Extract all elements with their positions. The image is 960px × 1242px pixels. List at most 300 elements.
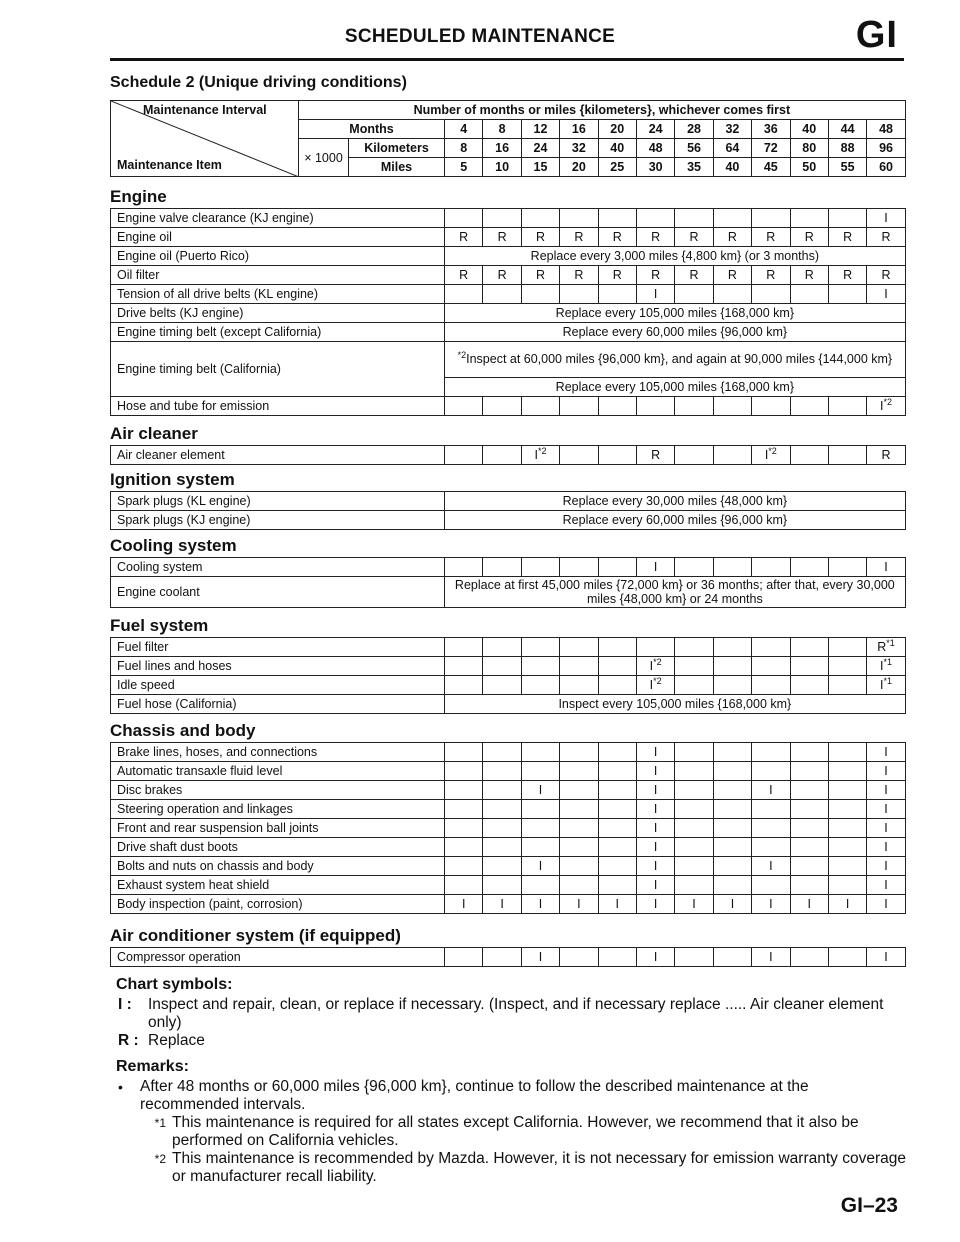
interval-cell xyxy=(752,743,790,762)
interval-cell: I xyxy=(636,838,674,857)
interval-cell xyxy=(445,397,483,416)
interval-cell: R xyxy=(560,266,598,285)
interval-cell xyxy=(483,397,521,416)
interval-cell: I xyxy=(828,895,866,914)
section-title: Air cleaner xyxy=(110,424,198,443)
interval-cell xyxy=(713,743,751,762)
table-row xyxy=(111,838,906,857)
interval-cell xyxy=(790,209,828,228)
interval-cell xyxy=(752,876,790,895)
interval-cell xyxy=(828,638,866,657)
interval-cell: I xyxy=(867,558,905,577)
interval-cell xyxy=(598,638,636,657)
kilometers-cell: 24 xyxy=(521,139,559,158)
interval-cell: R xyxy=(828,266,866,285)
interval-cell xyxy=(713,781,751,800)
interval-cell: I xyxy=(867,743,905,762)
interval-cell: R xyxy=(790,228,828,247)
interval-cell: I xyxy=(636,743,674,762)
section-1 xyxy=(110,423,905,465)
interval-cell xyxy=(790,781,828,800)
interval-cell xyxy=(483,558,521,577)
interval-cell xyxy=(790,838,828,857)
maintenance-item: Drive belts (KJ engine) xyxy=(111,304,445,323)
interval-cell xyxy=(790,743,828,762)
interval-cell: $I^{*2}$ xyxy=(636,657,674,676)
interval-cell: I xyxy=(867,762,905,781)
months-cell: 12 xyxy=(521,120,559,139)
interval-cell xyxy=(828,838,866,857)
interval-cell xyxy=(445,948,483,967)
maintenance-item: Body inspection (paint, corrosion) xyxy=(111,895,445,914)
interval-cell xyxy=(713,657,751,676)
miles-cell: 45 xyxy=(752,158,790,177)
interval-cell xyxy=(598,285,636,304)
maintenance-item: Idle speed xyxy=(111,676,445,695)
interval-cell xyxy=(483,781,521,800)
interval-cell xyxy=(483,676,521,695)
interval-cell xyxy=(483,838,521,857)
merged-interval-text: Replace every 105,000 miles {168,000 km} xyxy=(445,377,906,396)
table-row xyxy=(111,781,906,800)
months-cell: 44 xyxy=(828,120,866,139)
remarks xyxy=(116,1058,906,1186)
interval-cell xyxy=(521,819,559,838)
interval-cell: I xyxy=(867,857,905,876)
kilometers-cell: 72 xyxy=(752,139,790,158)
table-row xyxy=(111,819,906,838)
interval-cell: $I^{*1}$ xyxy=(867,657,905,676)
miles-label: Miles xyxy=(349,158,445,177)
interval-cell: I xyxy=(598,895,636,914)
kilometers-cell: 64 xyxy=(713,139,751,158)
interval-cell xyxy=(752,397,790,416)
interval-cell xyxy=(445,781,483,800)
interval-cell xyxy=(713,800,751,819)
interval-cell: I xyxy=(867,948,905,967)
interval-cell: R xyxy=(867,446,905,465)
chart-symbols xyxy=(116,976,906,1050)
interval-cell xyxy=(713,948,751,967)
interval-cell xyxy=(521,876,559,895)
interval-cell: R xyxy=(752,266,790,285)
table-row xyxy=(111,492,906,511)
interval-cell xyxy=(752,819,790,838)
interval-cell xyxy=(752,838,790,857)
table-row xyxy=(111,397,906,416)
interval-cell: I xyxy=(445,895,483,914)
interval-cell: R xyxy=(636,228,674,247)
interval-cell xyxy=(828,446,866,465)
merged-interval-text: $^{*2}$Inspect at 60,000 miles {96,000 km}, and again at 90,000 miles {144,000 km} xyxy=(445,342,906,378)
section-3 xyxy=(110,535,905,608)
interval-cell: I xyxy=(521,781,559,800)
interval-cell xyxy=(483,876,521,895)
interval-cell xyxy=(598,876,636,895)
interval-cell xyxy=(675,876,713,895)
note-mark-2: *2 xyxy=(154,1152,166,1166)
interval-cell xyxy=(598,838,636,857)
interval-cell xyxy=(560,743,598,762)
interval-cell xyxy=(675,762,713,781)
interval-cell xyxy=(752,800,790,819)
interval-cell: R xyxy=(598,266,636,285)
interval-cell xyxy=(713,676,751,695)
interval-cell xyxy=(636,397,674,416)
table-row xyxy=(111,247,906,266)
table-row xyxy=(111,857,906,876)
interval-cell xyxy=(483,762,521,781)
maintenance-item-label: Maintenance Item xyxy=(117,158,222,172)
symbol-r-text: Replace xyxy=(148,1032,205,1049)
maintenance-item: Fuel hose (California) xyxy=(111,695,445,714)
maintenance-item: Automatic transaxle fluid level xyxy=(111,762,445,781)
interval-cell: R xyxy=(713,228,751,247)
interval-cell xyxy=(675,857,713,876)
interval-cell xyxy=(445,285,483,304)
note-text-2: This maintenance is recommended by Mazda. However, it is not necessary for emission warranty coverage or manufacturer recall liability. xyxy=(172,1150,906,1185)
interval-cell xyxy=(560,762,598,781)
interval-cell xyxy=(445,876,483,895)
maintenance-item: Front and rear suspension ball joints xyxy=(111,819,445,838)
interval-cell: R xyxy=(521,228,559,247)
maintenance-item: Hose and tube for emission xyxy=(111,397,445,416)
interval-cell xyxy=(828,762,866,781)
interval-cell xyxy=(445,743,483,762)
kilometers-cell: 96 xyxy=(867,139,905,158)
table-row xyxy=(111,895,906,914)
symbol-i-text: Inspect and repair, clean, or replace if necessary. (Inspect, and if necessary replace ..... Air cleaner element only) xyxy=(148,996,884,1031)
interval-cell: I xyxy=(521,857,559,876)
kilometers-cell: 80 xyxy=(790,139,828,158)
interval-cell: R xyxy=(828,228,866,247)
interval-cell xyxy=(560,800,598,819)
kilometers-cell: 16 xyxy=(483,139,521,158)
interval-cell xyxy=(713,397,751,416)
symbol-entry-i xyxy=(118,996,906,1032)
section-title: Engine xyxy=(110,187,167,206)
interval-cell xyxy=(636,209,674,228)
note-text-1: This maintenance is required for all states except California. However, we recommend that it also be performed on California vehicles. xyxy=(172,1114,859,1149)
interval-cell xyxy=(713,446,751,465)
section-title: Fuel system xyxy=(110,616,209,635)
interval-cell: R xyxy=(483,228,521,247)
interval-cell: I xyxy=(867,895,905,914)
table-row xyxy=(111,266,906,285)
interval-cell xyxy=(675,638,713,657)
interval-cell xyxy=(598,948,636,967)
interval-cell xyxy=(790,397,828,416)
months-cell: 20 xyxy=(598,120,636,139)
merged-interval-text: Inspect every 105,000 miles {168,000 km} xyxy=(445,695,906,714)
interval-cell xyxy=(828,285,866,304)
interval-cell: R xyxy=(790,266,828,285)
bullet-icon: • xyxy=(118,1079,123,1095)
merged-interval-text: Replace every 60,000 miles {96,000 km} xyxy=(445,323,906,342)
interval-cell: I xyxy=(752,781,790,800)
interval-cell: R xyxy=(598,228,636,247)
interval-cell xyxy=(445,762,483,781)
table-row xyxy=(111,762,906,781)
section-title: Cooling system xyxy=(110,536,237,555)
interval-cell: R xyxy=(483,266,521,285)
interval-cell xyxy=(483,657,521,676)
interval-cell: I xyxy=(867,209,905,228)
interval-cell xyxy=(828,800,866,819)
section-5 xyxy=(110,720,905,914)
interval-cell xyxy=(560,446,598,465)
interval-cell: R xyxy=(636,266,674,285)
kilometers-cell: 32 xyxy=(560,139,598,158)
miles-cell: 50 xyxy=(790,158,828,177)
interval-cell: I xyxy=(636,800,674,819)
section-title: Air conditioner system (if equipped) xyxy=(110,926,401,945)
maintenance-item: Engine coolant xyxy=(111,577,445,608)
interval-cell: I xyxy=(483,895,521,914)
interval-cell: R xyxy=(752,228,790,247)
interval-cell xyxy=(790,657,828,676)
miles-cell: 20 xyxy=(560,158,598,177)
miles-cell: 55 xyxy=(828,158,866,177)
interval-cell: R xyxy=(445,228,483,247)
table-row xyxy=(111,558,906,577)
miles-cell: 5 xyxy=(445,158,483,177)
interval-cell: $I^{*1}$ xyxy=(867,676,905,695)
interval-cell: I xyxy=(790,895,828,914)
maintenance-item: Engine timing belt (California) xyxy=(111,342,445,397)
kilometers-cell: 88 xyxy=(828,139,866,158)
interval-span-label: Number of months or miles {kilometers}, whichever comes first xyxy=(299,101,906,120)
interval-cell: I xyxy=(867,876,905,895)
interval-cell xyxy=(675,209,713,228)
interval-cell: $I^{*2}$ xyxy=(521,446,559,465)
interval-cell xyxy=(560,558,598,577)
maintenance-item: Spark plugs (KL engine) xyxy=(111,492,445,511)
merged-interval-text: Replace every 60,000 miles {96,000 km} xyxy=(445,511,906,530)
interval-cell xyxy=(521,209,559,228)
interval-cell xyxy=(521,657,559,676)
interval-cell xyxy=(675,657,713,676)
kilometers-cell: 8 xyxy=(445,139,483,158)
interval-cell xyxy=(483,800,521,819)
interval-cell xyxy=(713,819,751,838)
interval-cell: R xyxy=(675,228,713,247)
interval-cell xyxy=(521,676,559,695)
interval-cell: I xyxy=(867,285,905,304)
interval-cell: I xyxy=(867,800,905,819)
table-row xyxy=(111,209,906,228)
maintenance-item: Cooling system xyxy=(111,558,445,577)
interval-cell xyxy=(675,781,713,800)
interval-cell xyxy=(521,638,559,657)
interval-cell xyxy=(598,800,636,819)
section-0 xyxy=(110,186,905,416)
interval-cell: I xyxy=(560,895,598,914)
interval-cell xyxy=(598,819,636,838)
interval-cell xyxy=(675,838,713,857)
remarks-title: Remarks: xyxy=(116,1058,189,1075)
interval-cell: I xyxy=(752,948,790,967)
interval-cell xyxy=(675,285,713,304)
interval-cell xyxy=(560,397,598,416)
remark-main-text: After 48 months or 60,000 miles {96,000 km}, continue to follow the described maintenance at the recommended intervals. xyxy=(140,1078,809,1113)
interval-cell xyxy=(828,819,866,838)
interval-cell xyxy=(752,209,790,228)
kilometers-label: Kilometers xyxy=(349,139,445,158)
interval-cell xyxy=(445,209,483,228)
interval-cell xyxy=(560,819,598,838)
interval-cell xyxy=(483,446,521,465)
interval-cell xyxy=(790,876,828,895)
interval-cell xyxy=(483,209,521,228)
header-divider xyxy=(110,58,904,61)
table-row xyxy=(111,695,906,714)
table-row xyxy=(111,743,906,762)
interval-cell xyxy=(483,948,521,967)
interval-cell xyxy=(483,819,521,838)
months-cell: 8 xyxy=(483,120,521,139)
chart-symbols-title: Chart symbols: xyxy=(116,976,233,993)
interval-cell: I xyxy=(521,895,559,914)
interval-cell xyxy=(828,857,866,876)
symbol-entry-r xyxy=(118,1032,906,1050)
interval-cell xyxy=(828,876,866,895)
interval-cell xyxy=(521,800,559,819)
miles-cell: 30 xyxy=(636,158,674,177)
interval-cell xyxy=(675,800,713,819)
interval-cell xyxy=(828,781,866,800)
table-row xyxy=(111,511,906,530)
merged-interval-text: Replace every 30,000 miles {48,000 km} xyxy=(445,492,906,511)
maintenance-item: Drive shaft dust boots xyxy=(111,838,445,857)
interval-cell xyxy=(713,285,751,304)
interval-cell xyxy=(828,743,866,762)
months-label: Months xyxy=(299,120,445,139)
section-6 xyxy=(110,925,905,967)
interval-cell xyxy=(752,285,790,304)
interval-cell xyxy=(560,657,598,676)
interval-cell: R xyxy=(521,266,559,285)
maintenance-interval-label: Maintenance Interval xyxy=(143,103,267,117)
interval-cell xyxy=(560,876,598,895)
interval-cell: I xyxy=(636,857,674,876)
interval-cell xyxy=(828,558,866,577)
interval-cell xyxy=(752,762,790,781)
interval-cell xyxy=(598,446,636,465)
interval-cell: I xyxy=(636,876,674,895)
months-cell: 32 xyxy=(713,120,751,139)
interval-cell: R xyxy=(560,228,598,247)
merged-interval-text: Replace every 105,000 miles {168,000 km} xyxy=(445,304,906,323)
maintenance-item: Engine timing belt (except California) xyxy=(111,323,445,342)
interval-cell xyxy=(752,657,790,676)
interval-cell xyxy=(445,558,483,577)
interval-cell xyxy=(675,676,713,695)
interval-cell xyxy=(483,638,521,657)
remark-note-2 xyxy=(140,1150,906,1186)
interval-cell xyxy=(598,657,636,676)
interval-cell xyxy=(790,558,828,577)
maintenance-item: Fuel filter xyxy=(111,638,445,657)
interval-cell xyxy=(675,743,713,762)
interval-cell: $R^{*1}$ xyxy=(867,638,905,657)
note-mark-1: *1 xyxy=(154,1116,166,1130)
interval-cell xyxy=(828,397,866,416)
interval-cell: I xyxy=(867,819,905,838)
interval-cell xyxy=(483,743,521,762)
maintenance-item: Disc brakes xyxy=(111,781,445,800)
interval-cell: R xyxy=(675,266,713,285)
maintenance-item: Fuel lines and hoses xyxy=(111,657,445,676)
interval-cell xyxy=(445,819,483,838)
merged-interval-text: Replace every 3,000 miles {4,800 km} (or 3 months) xyxy=(445,247,906,266)
interval-cell xyxy=(828,209,866,228)
miles-cell: 10 xyxy=(483,158,521,177)
interval-cell xyxy=(790,676,828,695)
remark-note-1 xyxy=(140,1114,906,1150)
page-header-title: SCHEDULED MAINTENANCE xyxy=(344,26,616,47)
interval-cell xyxy=(790,800,828,819)
interval-cell: R xyxy=(867,228,905,247)
interval-cell xyxy=(521,558,559,577)
kilometers-cell: 40 xyxy=(598,139,636,158)
interval-cell: I xyxy=(867,781,905,800)
maintenance-item: Engine oil xyxy=(111,228,445,247)
remark-main xyxy=(118,1078,906,1114)
interval-cell xyxy=(752,638,790,657)
interval-cell xyxy=(560,209,598,228)
interval-cell: I xyxy=(752,895,790,914)
table-row xyxy=(111,285,906,304)
interval-cell xyxy=(521,838,559,857)
interval-cell xyxy=(790,819,828,838)
table-row xyxy=(111,948,906,967)
table-row xyxy=(111,657,906,676)
months-cell: 24 xyxy=(636,120,674,139)
interval-cell xyxy=(790,762,828,781)
months-cell: 4 xyxy=(445,120,483,139)
interval-cell xyxy=(598,397,636,416)
interval-cell xyxy=(675,446,713,465)
interval-cell xyxy=(790,446,828,465)
maintenance-item: Engine oil (Puerto Rico) xyxy=(111,247,445,266)
months-cell: 16 xyxy=(560,120,598,139)
interval-cell: I xyxy=(636,948,674,967)
interval-cell xyxy=(445,800,483,819)
interval-cell: I xyxy=(636,895,674,914)
interval-cell xyxy=(752,676,790,695)
interval-cell xyxy=(560,285,598,304)
interval-cell: $I^{*2}$ xyxy=(867,397,905,416)
interval-cell: $I^{*2}$ xyxy=(636,676,674,695)
interval-cell xyxy=(598,857,636,876)
months-cell: 40 xyxy=(790,120,828,139)
maintenance-item: Oil filter xyxy=(111,266,445,285)
interval-corner-cell xyxy=(111,101,299,177)
interval-cell xyxy=(790,857,828,876)
table-row xyxy=(111,228,906,247)
section-title: Ignition system xyxy=(110,470,235,489)
interval-cell xyxy=(713,638,751,657)
table-row xyxy=(111,876,906,895)
interval-cell: R xyxy=(445,266,483,285)
interval-cell: R xyxy=(713,266,751,285)
interval-cell: I xyxy=(867,838,905,857)
interval-cell: I xyxy=(636,558,674,577)
symbol-r: R : xyxy=(118,1032,139,1049)
interval-cell xyxy=(483,285,521,304)
interval-cell xyxy=(560,676,598,695)
